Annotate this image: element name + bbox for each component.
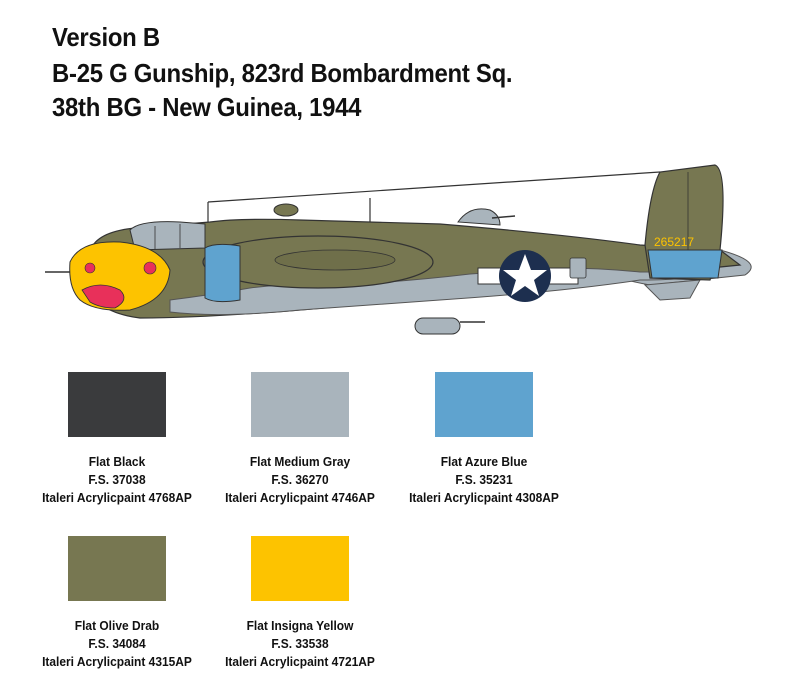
antenna-wire: [208, 172, 660, 202]
paint-fs-code: F.S. 37038: [88, 472, 146, 487]
wing-root: [275, 250, 395, 270]
gun-pod: [415, 318, 460, 334]
paint-flat-azure-blue: [384, 372, 584, 507]
paint-product: Italeri Acrylicpaint 4721AP: [225, 654, 375, 669]
paint-name: Flat Insigna Yellow: [246, 618, 354, 633]
paint-product: Italeri Acrylicpaint 4315AP: [42, 654, 192, 669]
color-swatch: [251, 536, 349, 601]
paint-fs-code: F.S. 33538: [271, 636, 329, 651]
paint-name: Flat Olive Drab: [74, 618, 160, 633]
color-swatch: [251, 372, 349, 437]
paint-fs-code: F.S. 36270: [271, 472, 329, 487]
paint-flat-black: [17, 372, 217, 507]
side-window: [570, 258, 586, 278]
paint-name: Flat Azure Blue: [440, 454, 528, 469]
color-swatch: [68, 372, 166, 437]
aircraft-title: B-25 G Gunship, 823rd Bombardment Sq.: [52, 58, 513, 88]
top-turret: [458, 209, 500, 225]
paint-product: Italeri Acrylicpaint 4308AP: [409, 490, 559, 505]
engine-cowling: [205, 244, 240, 301]
color-swatch: [68, 536, 166, 601]
paint-flat-insigna-yellow: [200, 536, 400, 671]
astrodome: [274, 204, 298, 216]
paint-flat-olive-drab: [17, 536, 217, 671]
b25-side-profile: [0, 150, 800, 340]
tail-blue-band: [648, 250, 722, 278]
tail-number: 265217: [654, 235, 695, 249]
color-swatch: [435, 372, 533, 437]
paint-product: Italeri Acrylicpaint 4768AP: [42, 490, 192, 505]
unit-location-title: 38th BG - New Guinea, 1944: [52, 92, 362, 122]
nose-art-spot: [144, 262, 156, 274]
paint-flat-medium-gray: [200, 372, 400, 507]
paint-product: Italeri Acrylicpaint 4746AP: [225, 490, 375, 505]
paint-fs-code: F.S. 34084: [88, 636, 146, 651]
paint-fs-code: F.S. 35231: [455, 472, 513, 487]
paint-name: Flat Medium Gray: [249, 454, 351, 469]
paint-name: Flat Black: [88, 454, 146, 469]
nose-art-eye: [85, 263, 95, 273]
version-title: Version B: [52, 22, 160, 52]
